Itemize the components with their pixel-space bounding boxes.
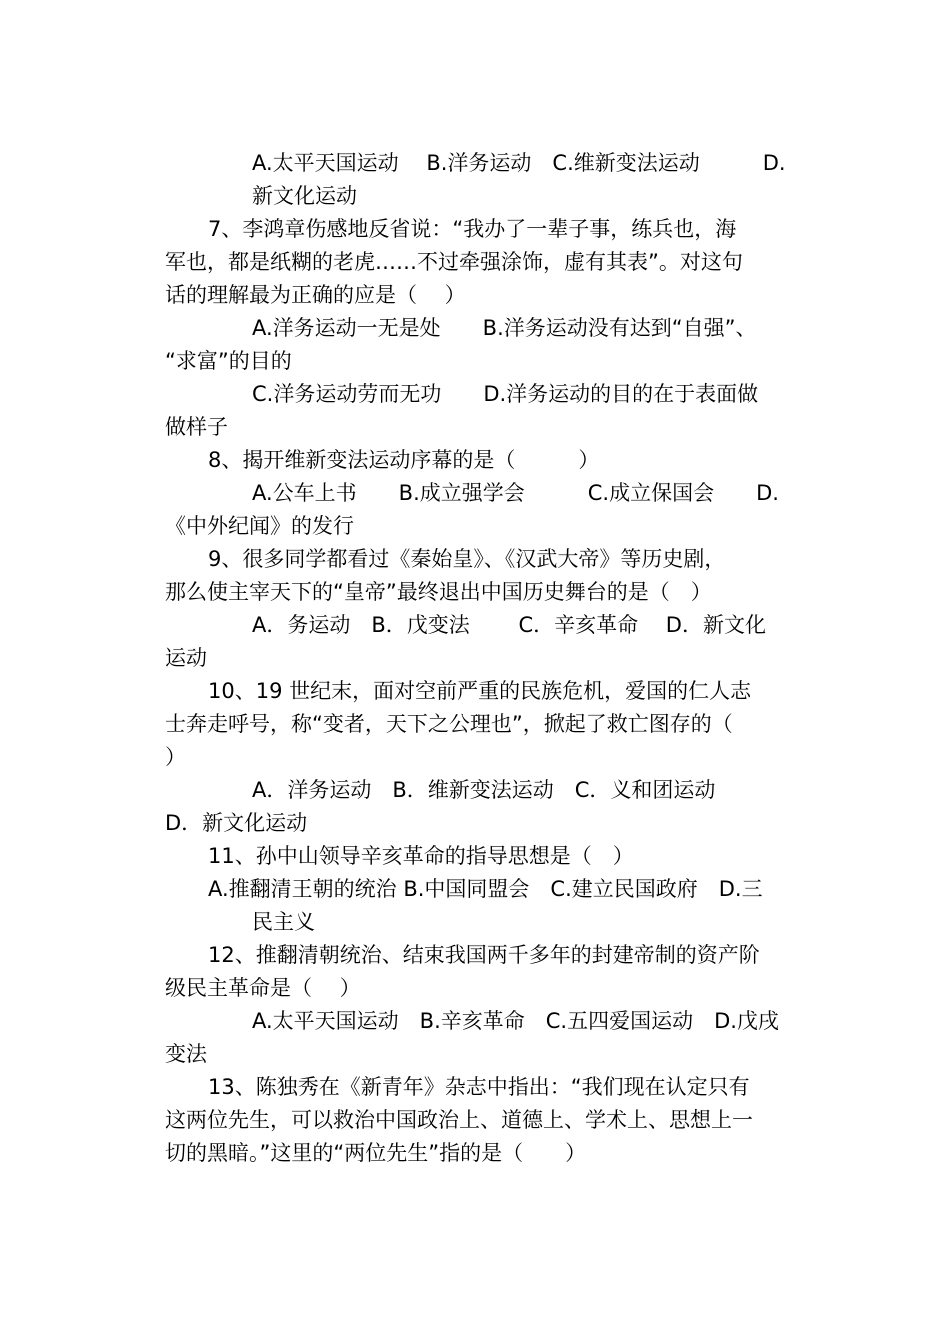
q9-stem-line-1: 9、很多同学都看过《秦始皇》、《汉武大帝》等历史剧， bbox=[208, 547, 726, 571]
q6-options-line-2: 新文化运动 bbox=[252, 184, 357, 208]
q10-stem-line-2: 士奔走呼号，称“变者，天下之公理也”，掀起了救亡图存的（ bbox=[165, 712, 733, 736]
q7-stem-line-2: 军也，都是纸糊的老虎……不过牵强涂饰，虚有其表”。对这句 bbox=[165, 250, 743, 274]
q11-stem: 11、孙中山领导辛亥革命的指导思想是（ ） bbox=[208, 844, 634, 868]
q12-stem-line-2: 级民主革命是（ ） bbox=[165, 976, 361, 1000]
q8-stem: 8、揭开维新变法运动序幕的是（ ） bbox=[208, 448, 600, 472]
q13-stem-line-1: 13、陈独秀在《新青年》杂志中指出：“我们现在认定只有 bbox=[208, 1075, 750, 1099]
q7-options-line-2: “求富”的目的 bbox=[165, 349, 292, 373]
q7-stem-line-3: 话的理解最为正确的应是（ ） bbox=[165, 283, 466, 307]
q7-options-line-1: A.洋务运动一无是处 B.洋务运动没有达到“自强”、 bbox=[252, 316, 757, 340]
q10-options-line-2: D．新文化运动 bbox=[165, 811, 308, 835]
q13-stem-line-3: 切的黑暗。”这里的“两位先生”指的是（ ） bbox=[165, 1141, 587, 1165]
q9-stem-line-2: 那么使主宰天下的“皇帝”最终退出中国历史舞台的是（ ） bbox=[165, 580, 712, 604]
q10-stem-line-3: ） bbox=[165, 745, 186, 769]
q8-options-line-2: 《中外纪闻》的发行 bbox=[165, 514, 354, 538]
q6-options-line-1: A.太平天国运动 B.洋务运动 C.维新变法运动 D. bbox=[252, 151, 786, 175]
q9-options-line-2: 运动 bbox=[165, 646, 207, 670]
q7-options-line-4: 做样子 bbox=[165, 415, 228, 439]
q7-options-line-3: C.洋务运动劳而无功 D.洋务运动的目的在于表面做 bbox=[252, 382, 759, 406]
q7-stem-line-1: 7、李鸿章伤感地反省说：“我办了一辈子事，练兵也，海 bbox=[208, 217, 737, 241]
q9-options-line-1: A．务运动 B．戊变法 C．辛亥革命 D．新文化 bbox=[252, 613, 766, 637]
q10-stem-line-1: 10、19 世纪末，面对空前严重的民族危机，爱国的仁人志 bbox=[208, 679, 752, 703]
q12-options-line-1: A.太平天国运动 B.辛亥革命 C.五四爱国运动 D.戊戌 bbox=[252, 1009, 779, 1033]
q10-options-line-1: A．洋务运动 B．维新变法运动 C．义和团运动 bbox=[252, 778, 716, 802]
q11-options-line-1: A.推翻清王朝的统治 B.中国同盟会 C.建立民国政府 D.三 bbox=[208, 877, 763, 901]
q8-options-line-1: A.公车上书 B.成立强学会 C.成立保国会 D. bbox=[252, 481, 779, 505]
q11-options-line-2: 民主义 bbox=[252, 910, 315, 934]
q13-stem-line-2: 这两位先生，可以救治中国政治上、道德上、学术上、思想上一 bbox=[165, 1108, 753, 1132]
q12-stem-line-1: 12、推翻清朝统治、结束我国两千多年的封建帝制的资产阶 bbox=[208, 943, 760, 967]
q12-options-line-2: 变法 bbox=[165, 1042, 207, 1066]
